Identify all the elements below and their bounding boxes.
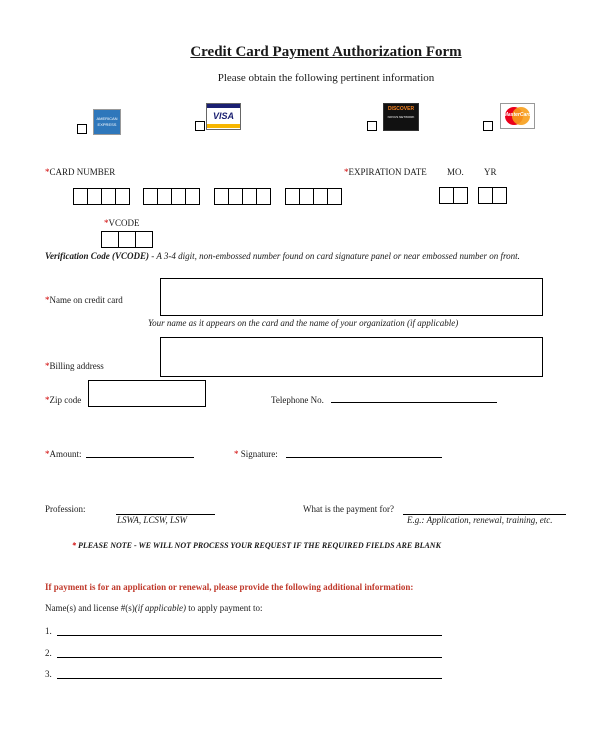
license-line-3-input[interactable]	[57, 678, 442, 679]
name-on-card-label: *Name on credit card	[45, 295, 123, 305]
billing-address-input[interactable]	[160, 337, 543, 377]
card-number-group-1[interactable]	[73, 188, 129, 205]
license-line-2-input[interactable]	[57, 657, 442, 658]
license-line-1-label: 1.	[45, 626, 52, 636]
verification-note: Verification Code (VCODE) - A 3-4 digit, non-embossed number found on card signature panel or near embossed number on front.	[45, 251, 520, 261]
mastercard-logo: MasterCard	[500, 103, 535, 129]
discover-checkbox[interactable]	[367, 121, 377, 131]
amex-checkbox[interactable]	[77, 124, 87, 134]
zip-code-input[interactable]	[88, 380, 206, 407]
billing-address-label: *Billing address	[45, 361, 104, 371]
card-number-group-3[interactable]	[214, 188, 270, 205]
discover-logo: DISCOVER NOVUS NETWORK	[383, 103, 419, 131]
license-names-label: Name(s) and license #(s)(if applicable) to apply payment to:	[45, 603, 263, 613]
vcode-label: *VCODE	[104, 218, 140, 228]
license-line-1-input[interactable]	[57, 635, 442, 636]
license-line-2-label: 2.	[45, 648, 52, 658]
vcode-input[interactable]	[101, 231, 152, 248]
amount-input[interactable]	[86, 457, 194, 458]
expiration-year-label: YR	[484, 167, 497, 177]
card-number-label: *CARD NUMBER	[45, 167, 116, 177]
visa-checkbox[interactable]	[195, 121, 205, 131]
payment-for-label: What is the payment for?	[303, 504, 394, 514]
amount-label: *Amount:	[45, 449, 82, 459]
payment-for-hint: E.g.: Application, renewal, training, etc.	[407, 515, 553, 525]
name-on-card-hint: Your name as it appears on the card and the name of your organization (if applicable)	[148, 318, 459, 328]
profession-label: Profession:	[45, 504, 86, 514]
expiration-month-input[interactable]	[439, 187, 467, 204]
additional-info-heading: If payment is for an application or renewal, please provide the following additional information:	[45, 582, 414, 592]
mastercard-checkbox[interactable]	[483, 121, 493, 131]
name-on-card-input[interactable]	[160, 278, 543, 316]
visa-logo: VISA	[206, 103, 241, 130]
required-fields-note: * PLEASE NOTE - WE WILL NOT PROCESS YOUR REQUEST IF THE REQUIRED FIELDS ARE BLANK	[72, 541, 441, 550]
zip-code-label: *Zip code	[45, 395, 82, 405]
card-number-group-2[interactable]	[143, 188, 199, 205]
expiration-year-input[interactable]	[478, 187, 506, 204]
page-title: Credit Card Payment Authorization Form	[190, 44, 462, 60]
telephone-label: Telephone No.	[271, 395, 324, 405]
card-number-group-4[interactable]	[285, 188, 341, 205]
amex-logo: AMERICAN EXPRESS	[93, 109, 121, 135]
profession-hint: LSWA, LCSW, LSW	[117, 515, 188, 525]
license-line-3-label: 3.	[45, 669, 52, 679]
page-subtitle: Please obtain the following pertinent information	[217, 72, 435, 84]
expiration-month-label: MO.	[447, 167, 464, 177]
signature-input[interactable]	[286, 457, 442, 458]
signature-label: * Signature:	[234, 449, 278, 459]
expiration-label: *EXPIRATION DATE	[344, 167, 427, 177]
telephone-input[interactable]	[331, 402, 497, 403]
